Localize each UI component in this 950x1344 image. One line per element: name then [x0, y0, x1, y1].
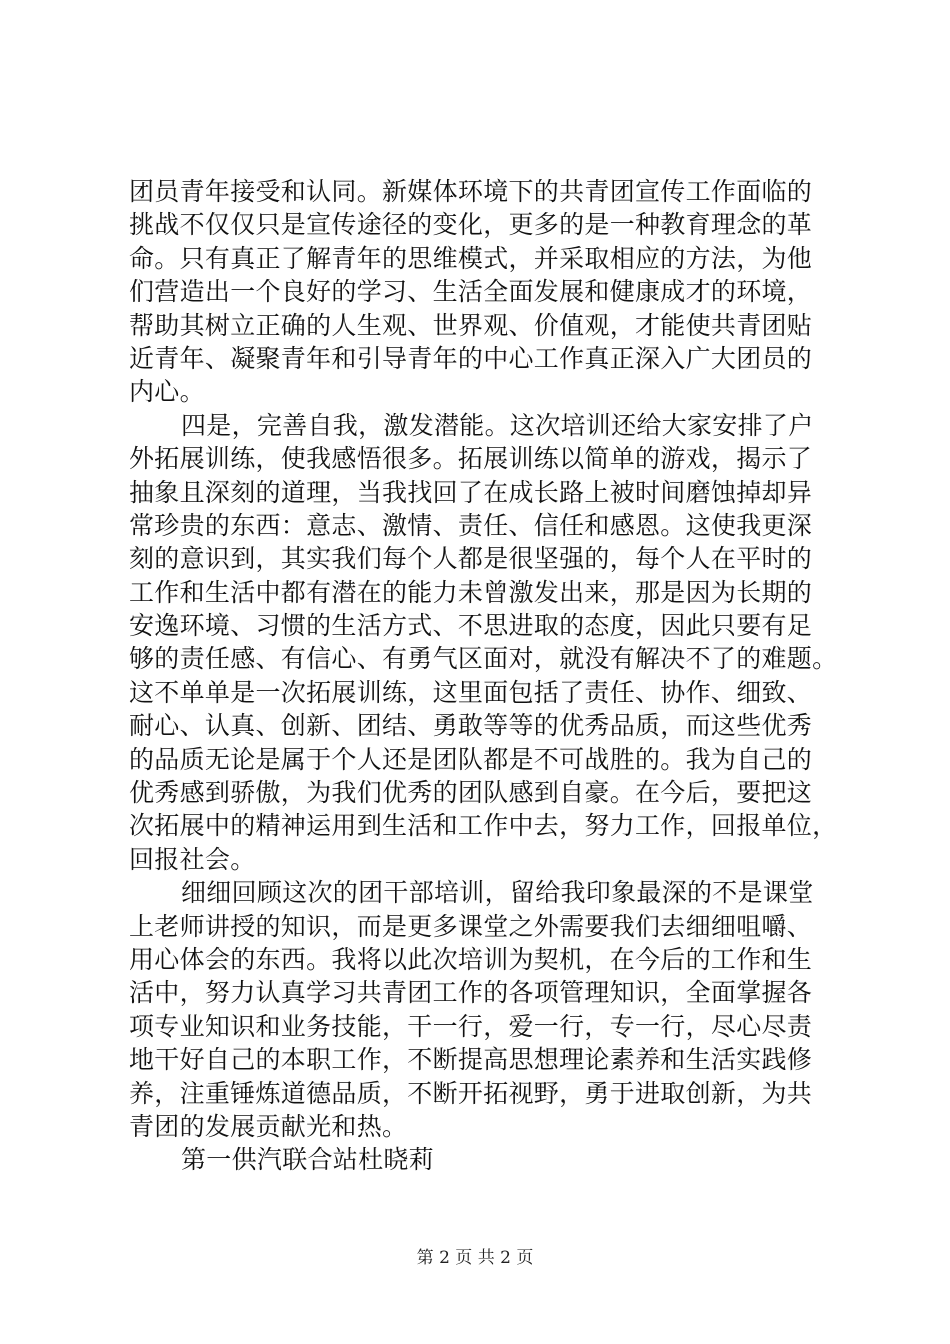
text-line: 刻的意识到，其实我们每个人都是很坚强的，每个人在平时的 [129, 544, 813, 574]
text-line: 帮助其树立正确的人生观、世界观、价值观，才能使共青团贴 [129, 310, 813, 340]
document-body [129, 175, 838, 1177]
text-line: 团员青年接受和认同。新媒体环境下的共青团宣传工作面临的 [129, 177, 813, 206]
text-line: 地干好自己的本职工作，不断提高思想理论素养和生活实践修 [129, 1045, 813, 1075]
text-line: 次拓展中的精神运用到生活和工作中去，努力工作，回报单位， [129, 811, 838, 841]
page-footer: 第 2 页 共 2 页 [416, 1248, 534, 1268]
text-line: 工作和生活中都有潜在的能力未曾激发出来，那是因为长期的 [129, 577, 813, 607]
text-line: 的品质无论是属于个人还是团队都是不可战胜的。我为自己的 [129, 744, 813, 774]
text-line: 外拓展训练，使我感悟很多。拓展训练以简单的游戏，揭示了 [129, 444, 813, 474]
text-line: 抽象且深刻的道理，当我找回了在成长路上被时间磨蚀掉却异 [129, 477, 813, 507]
text-line: 挑战不仅仅只是宣传途径的变化，更多的是一种教育理念的革 [129, 210, 813, 240]
text-line: 命。只有真正了解青年的思维模式，并采取相应的方法，为他 [129, 243, 813, 273]
text-line: 优秀感到骄傲，为我们优秀的团队感到自豪。在今后，要把这 [129, 778, 813, 808]
text-line: 近青年、凝聚青年和引导青年的中心工作真正深入广大团员的 [129, 343, 813, 373]
text-line: 们营造出一个良好的学习、生活全面发展和健康成才的环境， [129, 277, 813, 307]
text-line: 这不单单是一次拓展训练，这里面包括了责任、协作、细致、 [129, 677, 813, 707]
text-line: 够的责任感、有信心、有勇气区面对，就没有解决不了的难题。 [129, 644, 838, 674]
text-line: 活中，努力认真学习共青团工作的各项管理知识，全面掌握各 [129, 978, 813, 1008]
text-line: 青团的发展贡献光和热。 [129, 1111, 408, 1141]
text-line: 常珍贵的东西：意志、激情、责任、信任和感恩。这使我更深 [129, 510, 813, 540]
text-line: 第一供汽联合站杜晓莉 [181, 1145, 435, 1175]
text-line: 上老师讲授的知识，而是更多课堂之外需要我们去细细咀嚼、 [129, 911, 813, 941]
text-line: 用心体会的东西。我将以此次培训为契机，在今后的工作和生 [129, 944, 813, 974]
text-line: 内心。 [129, 377, 205, 407]
text-line: 养，注重锤炼道德品质，不断开拓视野，勇于进取创新，为共 [129, 1078, 813, 1108]
text-line: 回报社会。 [129, 844, 256, 874]
text-line: 耐心、认真、创新、团结、勇敢等等的优秀品质，而这些优秀 [129, 711, 813, 741]
text-line: 细细回顾这次的团干部培训，留给我印象最深的不是课堂 [181, 878, 814, 908]
text-line: 四是，完善自我，激发潜能。这次培训还给大家安排了户 [181, 410, 814, 440]
text-line: 项专业知识和业务技能，干一行，爱一行，专一行，尽心尽责 [129, 1011, 813, 1041]
text-line: 安逸环境、习惯的生活方式、不思进取的态度，因此只要有足 [129, 611, 813, 641]
